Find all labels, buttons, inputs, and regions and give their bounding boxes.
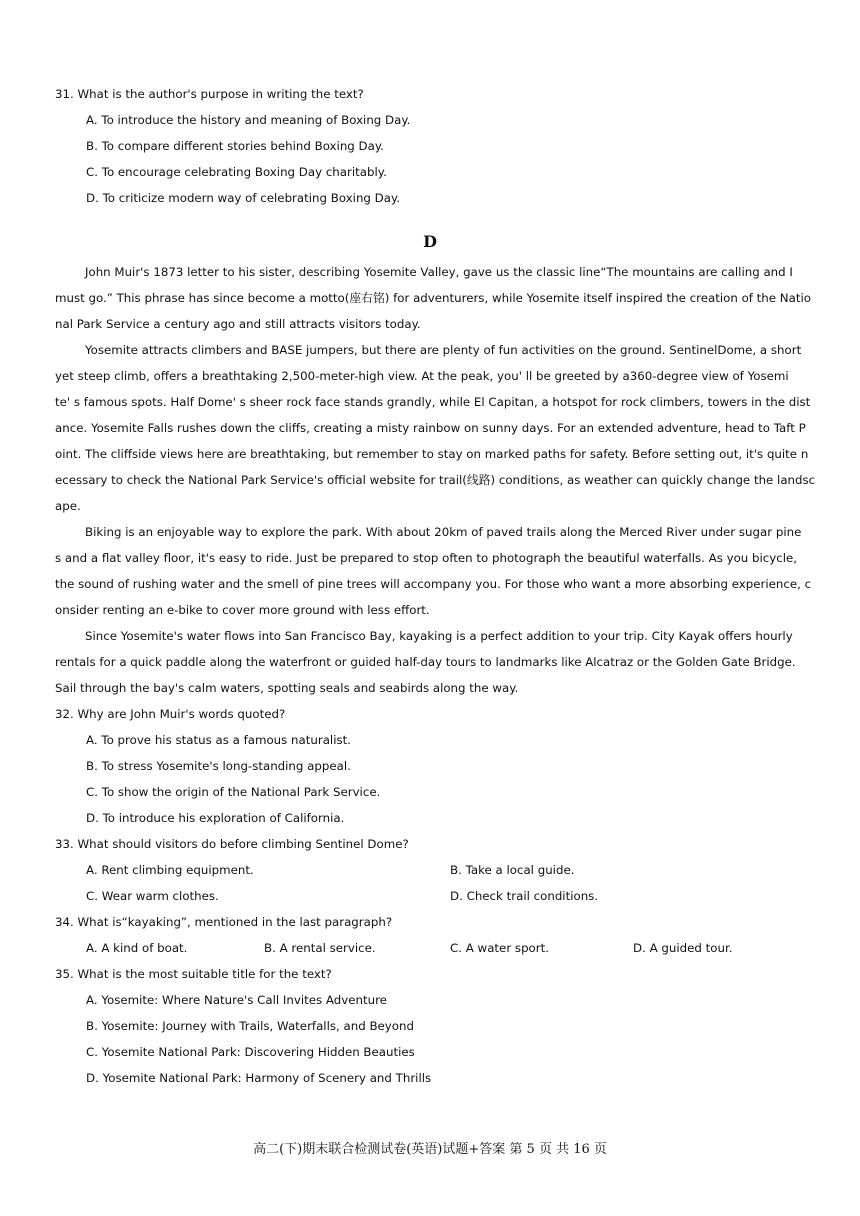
passage-p3-line: s and a flat valley floor, it's easy to ride. Just be prepared to stop often to photograph the beautiful waterfalls. As you bicycle, bbox=[55, 551, 798, 565]
q35-option-b: B. Yosemite: Journey with Trails, Waterfalls, and Beyond bbox=[86, 1019, 414, 1033]
q33-option-b: B. Take a local guide. bbox=[450, 863, 575, 877]
passage-p4-line: Sail through the bay's calm waters, spotting seals and seabirds along the way. bbox=[55, 681, 519, 695]
q34-option-c: C. A water sport. bbox=[450, 941, 549, 955]
section-heading: D bbox=[423, 232, 437, 251]
passage-p1-line: nal Park Service a century ago and still attracts visitors today. bbox=[55, 317, 421, 331]
passage-p3-line: the sound of rushing water and the smell of pine trees will accompany you. For those who want a more absorbing experience, c bbox=[55, 577, 812, 591]
q31-option-d: D. To criticize modern way of celebrating Boxing Day. bbox=[86, 191, 401, 205]
passage-p1-line: John Muir's 1873 letter to his sister, describing Yosemite Valley, gave us the classic line“The mountains are calling and I bbox=[85, 265, 793, 279]
q35-stem: 35. What is the most suitable title for the text? bbox=[55, 967, 332, 981]
passage-p4-line: Since Yosemite's water flows into San Francisco Bay, kayaking is a perfect addition to your trip. City Kayak offers hourly bbox=[85, 629, 793, 643]
passage-p2-line: yet steep climb, offers a breathtaking 2,500-meter-high view. At the peak, you' ll be greeted by a360-degree view of Yosemi bbox=[55, 369, 789, 383]
passage-p2-line: ecessary to check the National Park Service's official website for trail(线路) conditions, as weather can quickly change the landsc bbox=[55, 473, 815, 487]
q31-stem: 31. What is the author's purpose in writing the text? bbox=[55, 87, 364, 101]
q32-option-c: C. To show the origin of the National Park Service. bbox=[86, 785, 381, 799]
passage-p2-line: oint. The cliffside views here are breathtaking, but remember to stay on marked paths for safety. Before setting out, it's quite n bbox=[55, 447, 809, 461]
q33-option-c: C. Wear warm clothes. bbox=[86, 889, 219, 903]
passage-p1-line: must go.” This phrase has since become a motto(座右铭) for adventurers, while Yosemite itself inspired the creation of the Natio bbox=[55, 291, 811, 305]
q35-option-d: D. Yosemite National Park: Harmony of Scenery and Thrills bbox=[86, 1071, 432, 1085]
passage-p3-line: Biking is an enjoyable way to explore the park. With about 20km of paved trails along the Merced River under sugar pine bbox=[85, 525, 802, 539]
q31-option-b: B. To compare different stories behind Boxing Day. bbox=[86, 139, 384, 153]
q32-option-d: D. To introduce his exploration of California. bbox=[86, 811, 345, 825]
q35-option-a: A. Yosemite: Where Nature's Call Invites Adventure bbox=[86, 993, 387, 1007]
passage-p2-line: ape. bbox=[55, 499, 81, 513]
q34-option-b: B. A rental service. bbox=[264, 941, 376, 955]
q32-option-a: A. To prove his status as a famous naturalist. bbox=[86, 733, 351, 747]
passage-p2-line: ance. Yosemite Falls rushes down the cliffs, creating a misty rainbow on sunny days. For an extended adventure, head to Taft P bbox=[55, 421, 806, 435]
q32-stem: 32. Why are John Muir's words quoted? bbox=[55, 707, 286, 721]
q32-option-b: B. To stress Yosemite's long-standing appeal. bbox=[86, 759, 351, 773]
q34-option-a: A. A kind of boat. bbox=[86, 941, 188, 955]
q31-option-a: A. To introduce the history and meaning of Boxing Day. bbox=[86, 113, 411, 127]
q33-stem: 33. What should visitors do before climbing Sentinel Dome? bbox=[55, 837, 409, 851]
page-footer: 高二(下)期末联合检测试卷(英语)试题+答案 第 5 页 共 16 页 bbox=[253, 1142, 607, 1157]
passage-p2-line: Yosemite attracts climbers and BASE jumpers, but there are plenty of fun activities on the ground. SentinelDome, a short bbox=[85, 343, 802, 357]
q34-stem: 34. What is“kayaking”, mentioned in the last paragraph? bbox=[55, 915, 393, 929]
q33-option-d: D. Check trail conditions. bbox=[450, 889, 599, 903]
passage-p3-line: onsider renting an e-bike to cover more ground with less effort. bbox=[55, 603, 430, 617]
passage-p4-line: rentals for a quick paddle along the waterfront or guided half-day tours to landmarks like Alcatraz or the Golden Gate Bridge. bbox=[55, 655, 796, 669]
q31-option-c: C. To encourage celebrating Boxing Day charitably. bbox=[86, 165, 387, 179]
passage-p2-line: te' s famous spots. Half Dome' s sheer rock face stands grandly, while El Capitan, a hotspot for rock climbers, towers in the dist bbox=[55, 395, 811, 409]
q33-option-a: A. Rent climbing equipment. bbox=[86, 863, 254, 877]
q35-option-c: C. Yosemite National Park: Discovering Hidden Beauties bbox=[86, 1045, 415, 1059]
q34-option-d: D. A guided tour. bbox=[633, 941, 733, 955]
